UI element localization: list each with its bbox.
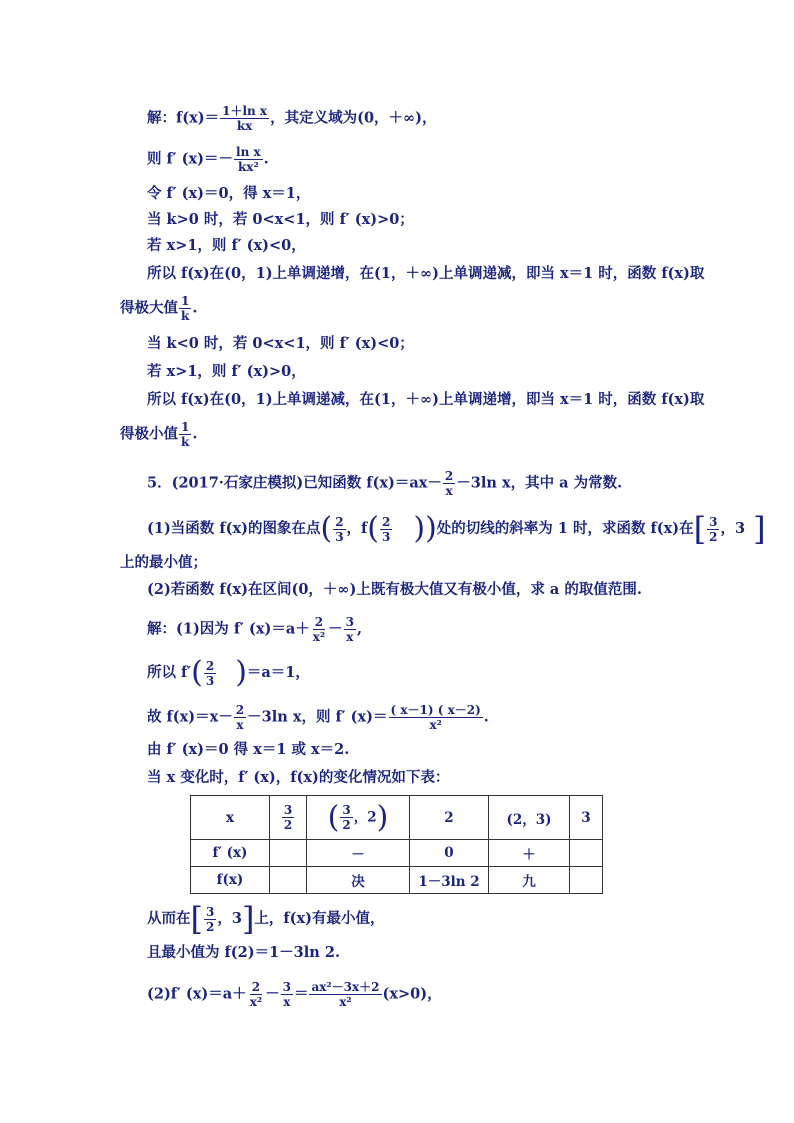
numerator: 1＋ln x xyxy=(222,104,268,118)
table-row xyxy=(191,840,603,867)
fraction xyxy=(204,659,216,688)
text: 得极大值 xyxy=(120,299,178,317)
solution-5-line-8 xyxy=(147,980,442,1009)
denominator: 3 xyxy=(382,529,391,544)
right-paren: )) xyxy=(413,511,437,546)
table-cell: f(x) xyxy=(191,867,270,894)
left-paren: ( xyxy=(191,655,203,690)
denominator: k xyxy=(181,309,190,323)
table-cell xyxy=(570,867,603,894)
denominator: x² xyxy=(312,630,326,644)
denominator: kx² xyxy=(237,160,259,174)
solution-line-2 xyxy=(147,145,269,174)
numerator: ax²－3x＋2 xyxy=(311,980,380,994)
numerator: 3 xyxy=(205,904,215,919)
table-cell: 九 xyxy=(489,867,570,894)
solution-line-7 xyxy=(120,294,197,323)
fraction xyxy=(204,905,216,934)
solution-line-3: 令 f′ (x)＝0，得 x＝1， xyxy=(147,185,311,202)
fraction xyxy=(220,104,269,133)
text: (1)当函数 f(x)的图象在点 xyxy=(147,520,321,537)
left-paren: ( xyxy=(320,511,333,546)
table-cell: 1－3ln 2 xyxy=(410,867,489,894)
text: － xyxy=(328,620,343,638)
denominator: k xyxy=(181,435,190,449)
text: 解：f(x)＝ xyxy=(147,109,220,127)
left-paren: ( xyxy=(367,511,380,546)
fraction xyxy=(234,145,263,174)
numerator: 2 xyxy=(251,980,261,994)
text: , xyxy=(357,620,363,638)
text: 解：(1)因为 f′ (x)＝a＋ xyxy=(147,620,310,638)
fraction xyxy=(340,803,352,832)
problem-5-part-2: (2)若函数 f(x)在区间(0，＋∞)上既有极大值又有极小值，求 a 的取值范围. xyxy=(147,581,642,598)
numerator: 1 xyxy=(181,294,190,308)
text: . xyxy=(192,299,198,317)
numerator: 3 xyxy=(345,615,355,629)
denominator: x² xyxy=(249,995,263,1009)
left-bracket: [ xyxy=(693,510,707,548)
solution-5-line-7: 且最小值为 f(2)＝1－3ln 2. xyxy=(147,944,341,961)
fraction xyxy=(234,703,246,732)
denominator: 2 xyxy=(709,529,718,544)
denominator: x xyxy=(346,630,354,644)
text: 则 f′ (x)＝－ xyxy=(147,150,234,168)
text: . xyxy=(263,150,269,168)
fraction xyxy=(389,703,483,732)
fraction xyxy=(443,469,455,498)
denominator: x² xyxy=(339,995,352,1009)
solution-line-8: 当 k<0 时，若 0<x<1，则 f′ (x)<0； xyxy=(147,335,414,352)
solution-line-10: 所以 f(x)在(0，1)上单调递减，在(1，＋∞)上单调递增，即当 x＝1 时，函数 f(x)取 xyxy=(147,391,705,408)
table-cell xyxy=(307,796,410,840)
denominator: 2 xyxy=(342,818,351,832)
fraction xyxy=(248,980,264,1009)
right-paren: ) xyxy=(235,655,247,690)
denominator: 3 xyxy=(205,673,215,688)
solution-line-6: 所以 f(x)在(0，1)上单调递增，在(1，＋∞)上单调递减，即当 x＝1 时，函数 f(x)取 xyxy=(147,265,705,282)
text: ，2 xyxy=(353,809,377,825)
numerator: 2 xyxy=(205,658,215,673)
table-row xyxy=(191,796,603,840)
text: － xyxy=(265,985,280,1003)
fraction xyxy=(333,515,345,544)
text: (2)f′ (x)＝a＋ xyxy=(147,985,247,1003)
text: －3ln x，则 f′ (x)＝ xyxy=(247,708,388,726)
solution-5-line-1 xyxy=(147,615,362,644)
fraction xyxy=(380,515,392,544)
left-paren: ( xyxy=(327,799,340,835)
problem-5-part-1-cont: 上的最小值； xyxy=(120,554,207,571)
right-bracket: ] xyxy=(241,900,255,938)
table-cell xyxy=(570,840,603,867)
table-cell: 3 xyxy=(570,796,603,840)
fraction xyxy=(707,515,719,544)
denominator: 2 xyxy=(205,919,215,934)
text: (x>0)， xyxy=(382,985,442,1003)
numerator: 2 xyxy=(235,703,245,717)
denominator: kx xyxy=(236,119,253,133)
fraction xyxy=(282,803,294,832)
denominator: x xyxy=(445,484,453,498)
text: 处的切线的斜率为 1 时，求函数 f(x)在 xyxy=(436,520,694,537)
solution-line-5: 若 x>1，则 f′ (x)<0， xyxy=(147,237,306,254)
right-paren: ) xyxy=(376,799,389,835)
solution-line-11 xyxy=(120,420,197,449)
numerator: 3 xyxy=(282,980,291,994)
solution-5-line-2 xyxy=(147,655,310,690)
text: . xyxy=(483,708,489,726)
numerator: ln x xyxy=(236,145,261,159)
text: 从而在 xyxy=(147,910,191,927)
denominator: x xyxy=(236,718,244,732)
table-cell: 决 xyxy=(307,867,410,894)
text: ，其定义域为(0，＋∞)， xyxy=(270,109,437,127)
numerator: 2 xyxy=(314,615,324,629)
text: ，f xyxy=(346,520,368,537)
table-cell: 0 xyxy=(410,840,489,867)
text: ，3 xyxy=(720,520,746,537)
text: 所以 f′ xyxy=(147,664,192,681)
table-row xyxy=(191,867,603,894)
text: 得极小值 xyxy=(120,425,178,443)
denominator: 3 xyxy=(335,529,344,544)
fraction xyxy=(179,294,191,323)
right-bracket: ] xyxy=(753,510,766,548)
table-cell: － xyxy=(307,840,410,867)
solution-5-line-6 xyxy=(147,900,385,938)
variation-table xyxy=(190,795,603,894)
table-cell xyxy=(270,796,307,840)
denominator: x xyxy=(283,995,291,1009)
fraction xyxy=(309,980,381,1009)
numerator: 1 xyxy=(181,420,190,434)
solution-line-4: 当 k>0 时，若 0<x<1，则 f′ (x)>0； xyxy=(147,211,414,228)
solution-5-line-3 xyxy=(147,703,489,732)
table-cell: 2 xyxy=(410,796,489,840)
text: ，3 xyxy=(217,910,242,927)
fraction xyxy=(281,980,293,1009)
table-cell xyxy=(270,840,307,867)
text: 5．(2017·石家庄模拟)已知函数 f(x)＝ax－ xyxy=(147,474,442,492)
left-bracket: [ xyxy=(190,900,203,938)
table-cell: (2，3) xyxy=(489,796,570,840)
fraction xyxy=(311,615,327,644)
text: 上，f(x)有最小值， xyxy=(254,910,385,927)
table-cell xyxy=(270,867,307,894)
problem-5-part-1 xyxy=(147,510,766,548)
numerator: 3 xyxy=(709,514,718,529)
text: . xyxy=(192,425,198,443)
table-cell: f′ (x) xyxy=(191,840,270,867)
solution-5-line-4: 由 f′ (x)＝0 得 x＝1 或 x＝2. xyxy=(147,741,350,758)
text: ＝ xyxy=(293,985,309,1003)
numerator: 2 xyxy=(335,514,344,529)
text: 故 f(x)＝x－ xyxy=(147,708,233,726)
text: －3ln x，其中 a 为常数. xyxy=(456,474,623,492)
numerator: 2 xyxy=(382,514,391,529)
fraction xyxy=(344,615,356,644)
solution-line-1 xyxy=(147,104,436,133)
numerator: 2 xyxy=(444,469,454,483)
table-cell: x xyxy=(191,796,270,840)
text: ＝a＝1， xyxy=(246,664,310,681)
denominator: x² xyxy=(429,718,442,732)
table-cell: ＋ xyxy=(489,840,570,867)
solution-line-9: 若 x>1，则 f′ (x)>0， xyxy=(147,363,306,380)
solution-5-line-5: 当 x 变化时，f′ (x)，f(x)的变化情况如下表： xyxy=(147,769,450,786)
fraction xyxy=(179,420,191,449)
numerator: 3 xyxy=(342,803,351,817)
denominator: 2 xyxy=(283,818,293,832)
problem-5-statement xyxy=(147,469,622,498)
numerator: ( x－1) ( x－2) xyxy=(390,703,481,717)
numerator: 3 xyxy=(283,803,293,817)
